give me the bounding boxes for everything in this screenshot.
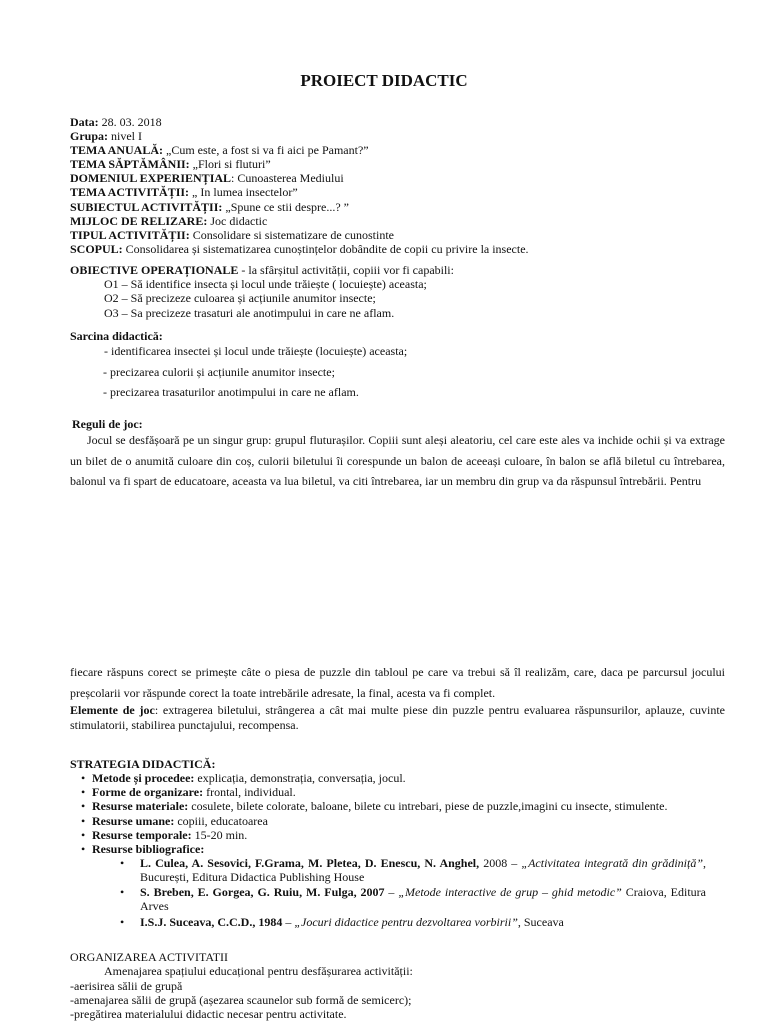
header-mijloc-value: Joc didactic <box>207 213 268 228</box>
header-scopul <box>70 242 730 256</box>
objectives-intro: - la sfârșitul activității, copiii vor fi capabili: <box>238 263 454 277</box>
strategy-item-label: Resurse temporale: <box>92 827 192 842</box>
strategy-item-label: Forme de organizare: <box>92 785 204 800</box>
organizare-item: -amenajarea sălii de grupă (așezarea scaunelor sub formă de semicerc); <box>70 992 412 1007</box>
bibliography-title: „Metode interactive de grup – ghid metodic” <box>398 885 622 900</box>
bibliography-publisher: , București, Editura Didactica Publishing House <box>140 856 707 884</box>
header-tema-anuala <box>70 143 730 157</box>
reguli-paragraph-1 <box>70 430 725 492</box>
strategy-item <box>70 799 730 813</box>
header-tema-saptamanii-label: TEMA SĂPTĂMÂNII: <box>70 157 190 172</box>
header-tipul-label: TIPUL ACTIVITĂȚII: <box>70 227 190 242</box>
header-domeniul-label: DOMENIUL EXPERIENȚIAL <box>70 171 232 186</box>
header-scopul-value: Consolidarea și sistematizarea cunoștințelor dobândite de copii cu privire la insecte. <box>122 241 529 256</box>
bibliography-title: „Activitatea integrată din grădiniță” <box>521 856 704 871</box>
header-tipul-value: Consolidare si sistematizare de cunostinte <box>189 227 394 242</box>
bibliography-authors: L. Culea, A. Sesovici, F.Grama, M. Pletea, D. Enescu, N. Anghel, <box>140 856 480 871</box>
strategy-item-label: Metode și procedee: <box>92 771 195 785</box>
bibliography-title: „Jocuri didactice pentru dezvoltarea vorbirii” <box>294 914 518 929</box>
bibliography-year: 2008 – <box>479 856 522 871</box>
strategy-item-value: frontal, individual. <box>203 785 296 800</box>
objective-item: O1 – Să identifice insecta și locul unde trăiește ( locuiește) aceasta; <box>104 277 427 292</box>
bibliography-publisher: Craiova, Editura Arves <box>140 885 706 913</box>
bibliography-year: – <box>282 914 295 929</box>
organizare-item: -aerisirea sălii de grupă <box>70 978 183 993</box>
strategy-item-label: Resurse umane: <box>92 813 175 828</box>
header-subiectul-label: SUBIECTUL ACTIVITĂȚII: <box>70 199 223 214</box>
reguli-text-1: Jocul se desfășoară pe un singur grup: grupul fluturașilor. Copiii sunt aleși aleatoriu, cel care este ales va inchide ochii și va extrage un bilet de o anumită culoare din coș, culorii biletului îi corespunde un balon de aceeași culoare, în balon se află biletul cu întrebarea, balonul va fi spart de educatoare, aceasta va lua biletul, va citi întrebarea, iar un membru din grup va da răspunsul întrebării. Pentru <box>70 433 725 488</box>
bibliography-publisher: , Suceava <box>517 914 564 929</box>
objective-item: O2 – Să precizeze culoarea și acțiunile anumitor insecte; <box>104 291 376 306</box>
reguli-paragraph-2: fiecare răspuns corect se primește câte o piesa de puzzle din tabloul pe care va trebui să îl realizăm, care, daca pe parcursul jocului preșcolarii vor răspunde corect la toate intrebările adresate, la final, acesta va fi complet. <box>70 665 725 700</box>
header-tema-anuala-label: TEMA ANUALĂ: <box>70 143 164 158</box>
strategy-item <box>70 814 730 828</box>
header-grupa-label: Grupa: <box>70 129 109 144</box>
strategy-item <box>70 785 730 799</box>
strategy-section <box>70 757 730 931</box>
sarcina-item: - precizarea culorii și acțiunile anumitor insecte; <box>103 365 335 379</box>
bibliography-authors: I.S.J. Suceava, C.C.D., 1984 <box>140 914 283 929</box>
header-grupa <box>70 129 730 143</box>
header-domeniul <box>70 171 730 185</box>
header-tema-activitatii-label: TEMA ACTIVITĂȚII: <box>70 185 190 200</box>
reguli-heading: Reguli de joc: <box>72 417 143 431</box>
sarcina-item: - precizarea trasaturilor anotimpului in care ne aflam. <box>103 385 359 399</box>
header-date-value: 28. 03. 2018 <box>98 115 162 129</box>
organizare-section <box>70 950 730 1021</box>
bibliography-item <box>120 886 706 913</box>
strategy-heading: STRATEGIA DIDACTICĂ: <box>70 757 216 771</box>
strategy-item-value: 15-20 min. <box>191 827 248 842</box>
header-mijloc <box>70 214 730 228</box>
sarcina-item: - identificarea insectei și locul unde trăiește (locuiește) aceasta; <box>104 344 408 358</box>
bibliography-list <box>120 857 730 929</box>
objective-item: O3 – Sa precizeze trasaturi ale anotimpului in care ne aflam. <box>104 305 395 320</box>
objectives-label: OBIECTIVE OPERAȚIONALE <box>70 263 239 277</box>
bibliography-year: – <box>384 885 399 900</box>
header-mijloc-label: MIJLOC DE RELIZARE: <box>70 213 208 228</box>
organizare-item: -pregătirea materialului didactic necesar pentru activitate. <box>70 1007 347 1022</box>
header-tema-anuala-value: „Cum este, a fost si va fi aici pe Pamant?” <box>163 143 369 158</box>
header-grupa-value: nivel I <box>108 129 143 144</box>
organizare-intro: Amenajarea spațiului educațional pentru desfășurarea activității: <box>104 964 413 979</box>
organizare-heading: ORGANIZAREA ACTIVITATII <box>70 950 229 964</box>
sarcina-heading: Sarcina didactică: <box>70 329 163 343</box>
header-tipul <box>70 228 730 242</box>
sarcina-section <box>70 329 730 399</box>
header-tema-saptamanii <box>70 157 730 171</box>
strategy-item-label: Resurse materiale: <box>92 799 189 814</box>
objectives-heading <box>70 263 730 277</box>
elemente-text: : extragerea biletului, strângerea a cât mai multe piese din puzzle pentru evaluarea răspunsurilor, aplauze, cuvinte stimulatorii, stabilirea punctajului, recompensa. <box>70 703 725 732</box>
header-date <box>70 115 730 129</box>
bibliography-item <box>120 857 706 884</box>
header-info <box>70 115 730 256</box>
bibliography-authors: S. Breben, E. Gorgea, G. Ruiu, M. Fulga, 2007 <box>140 885 385 900</box>
header-tema-saptamanii-value: „Flori si fluturi” <box>189 157 271 172</box>
header-subiectul <box>70 200 730 214</box>
strategy-item <box>70 771 730 785</box>
header-subiectul-value: „Spune ce stii despre...? ” <box>222 199 350 214</box>
strategy-item-value: copiii, educatoarea <box>174 813 268 828</box>
strategy-item-value: explicația, demonstrația, conversația, jocul. <box>194 771 406 785</box>
header-tema-activitatii-value: „ In lumea insectelor” <box>189 185 298 200</box>
strategy-item <box>70 842 730 856</box>
objectives-section <box>70 263 730 320</box>
strategy-item-label: Resurse bibliografice: <box>92 842 205 857</box>
document-title: PROIECT DIDACTIC <box>300 71 468 90</box>
strategy-item <box>70 828 730 842</box>
header-domeniul-value: : Cunoasterea Mediului <box>231 171 344 186</box>
header-scopul-label: SCOPUL: <box>70 241 123 256</box>
strategy-list <box>70 771 730 856</box>
elemente-label: Elemente de joc <box>70 703 155 717</box>
header-date-label: Data: <box>70 115 99 129</box>
header-tema-activitatii <box>70 185 730 199</box>
bibliography-item <box>120 916 706 930</box>
strategy-item-value: cosulete, bilete colorate, baloane, bilete cu intrebari, piese de puzzle,imagini cu insecte, stimulente. <box>188 799 668 814</box>
elemente-paragraph <box>70 703 725 732</box>
